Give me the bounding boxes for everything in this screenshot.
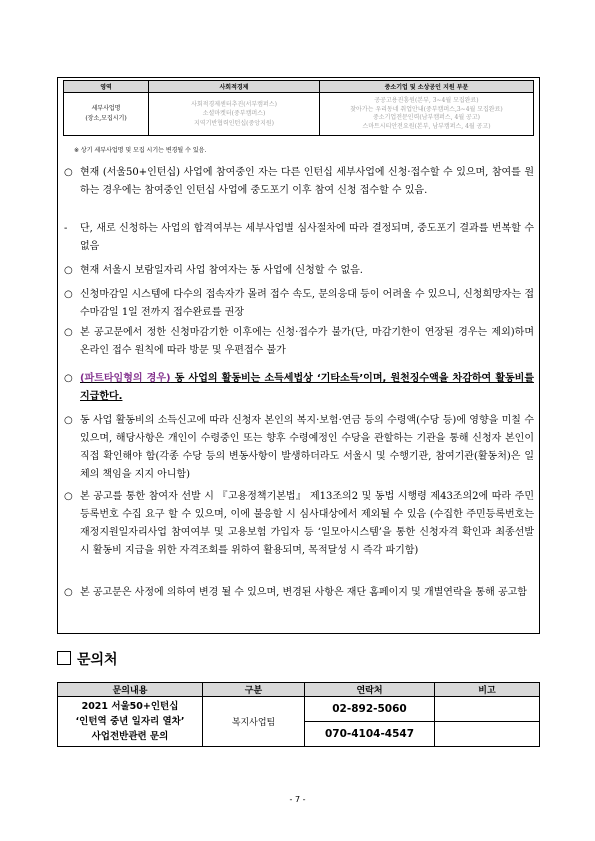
header-remarks: 비고 bbox=[435, 683, 540, 697]
program-table bbox=[63, 80, 534, 136]
contact-section-title: 문의처 bbox=[57, 649, 118, 669]
header-social: 사회적경제 bbox=[149, 81, 320, 93]
notice-item: ○ 본 공고문은 사정에 의하여 변경 될 수 있으며, 변경된 사항은 재단 홈페이지 및 개별연락을 통해 공고함 bbox=[64, 587, 527, 598]
payment-highlight: (파트타임형의 경우) 동 사업의 활동비는 소득세법상 ‘기타소득’이며, 원천징수액을 차감하여 활동비를 지급한다. bbox=[80, 373, 534, 402]
notice-item: ○ (파트타임형의 경우) 동 사업의 활동비는 소득세법상 ‘기타소득’이며, 원천징수액을 차감하여 활동비를 지급한다. bbox=[64, 370, 534, 406]
notice-item: ○ 본 공고문에서 정한 신청마감기한 이후에는 신청·접수가 불가(단, 마감기한이 연장된 경우는 제외)하며 온라인 접수 원칙에 따라 방문 및 우편접수 불가 bbox=[64, 327, 534, 356]
notice-item: ○ 동 사업 활동비의 소득신고에 따라 신청자 본인의 복지·보험·연금 등의 수령액(수당 등)에 영향을 미칠 수 있으며, 해당사항은 개인이 수령중인 또는 향후 수령예정인 수당을 관할하는 기관을 통해 신청자 본인이 직접 확인해야 함(각종 수당 등의 변동사항이 발생하더라도 서울시 및 수행기관, 참여기관(활동처)은 일체의 책임을 지지 아니함) bbox=[64, 415, 534, 480]
notice-item: ○ 본 공고를 통한 참여자 선발 시 『고용정책기본법』 제13조의2 및 동법 시행령 제43조의2에 따라 주민등록번호 수집 요구 할 수 있으며, 이에 불응할 시 심사대상에서 제외될 수 있음 (수집한 주민등록번호는 재정지원일자리사업 참여여부 및 고용보험 가입자 등 ‘일모아시스템’을 통한 신청자격 확인과 최종선발 시 활동비 지급을 위한 자격조회를 위하여 활용되며, 목적달성 시 즉각 파기함) bbox=[64, 491, 534, 556]
header-contact: 연락처 bbox=[305, 683, 435, 697]
division-cell: 복지사업팀 bbox=[203, 697, 305, 747]
phone-number[interactable]: 070-4104-4547 bbox=[305, 722, 435, 747]
area-cell: 세부사업명 (장소,모집시기) bbox=[64, 93, 149, 136]
notice-item: ○ 현재 서울시 보람일자리 사업 참여자는 동 사업에 신청할 수 없음. bbox=[64, 265, 363, 276]
header-inquiry: 문의내용 bbox=[58, 683, 203, 697]
contact-table bbox=[57, 682, 540, 747]
sme-cell: 공공고용진흥원(본부, 3~4월 모집완료) 찾아가는 우리동네 취업안내(중부캠퍼스,3~4월 모집완료) 중소기업전문인력(남부캠퍼스, 4월 공고) 스마트시티안전요원(본부, 남부캠퍼스, 4월 공고) bbox=[320, 93, 534, 136]
remarks-cell bbox=[435, 722, 540, 747]
header-area: 영역 bbox=[64, 81, 149, 93]
part-time-label: (파트타임형의 경우) bbox=[80, 373, 171, 384]
square-bullet-icon bbox=[57, 651, 71, 665]
notice-item: ○ 신청마감일 시스템에 다수의 접속자가 몰려 접수 속도, 문의응대 등이 어려울 수 있으니, 신청희망자는 접수마감일 1일 전까지 접수완료를 권장 bbox=[64, 289, 534, 318]
notice-item: ○ 현재 (서울50+인턴십) 사업에 참여중인 자는 다른 인턴십 세부사업에 신청·접수할 수 있으며, 참여를 원하는 경우에는 참여중인 인턴십 사업에 중도포기 이후 참여 신청 접수할 수 있음. bbox=[64, 167, 534, 196]
remarks-cell bbox=[435, 697, 540, 722]
page-number: - 7 - bbox=[289, 795, 306, 804]
header-sme: 중소기업 및 소상공인 지원 부문 bbox=[320, 81, 534, 93]
social-cell: 사회적경제센터추진(서부캠퍼스) 소셜마켓터(중부캠퍼스) 지역기반협력인턴십(중앙지원) bbox=[149, 93, 320, 136]
header-division: 구분 bbox=[203, 683, 305, 697]
table-note: ※ 상기 세부사업명 및 모집 시기는 변경될 수 있음. bbox=[74, 147, 207, 154]
inquiry-cell: 2021 서울50+인턴십 ‘인턴역 중년 일자리 열차’ 사업전반관련 문의 bbox=[58, 697, 203, 747]
notice-item: - 단, 새로 신청하는 사업의 합격여부는 세부사업별 심사절차에 따라 결정되며, 중도포기 결과를 번복할 수 없음 bbox=[64, 223, 534, 252]
phone-number[interactable]: 02-892-5060 bbox=[305, 697, 435, 722]
